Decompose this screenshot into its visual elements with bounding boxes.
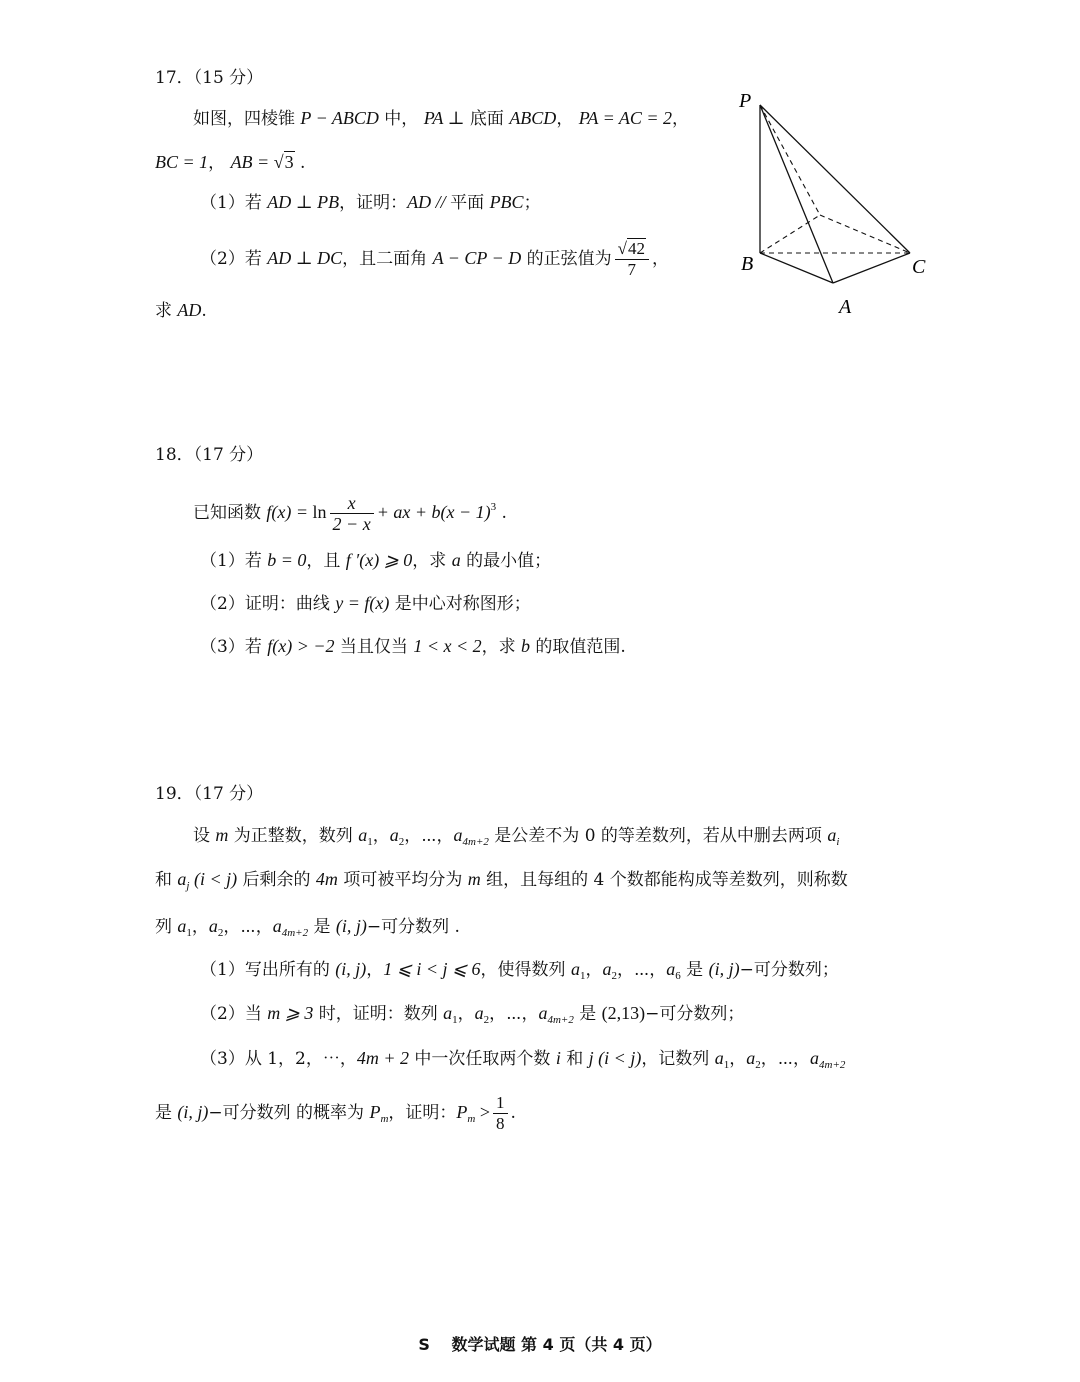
text: ， [651, 249, 669, 269]
radicand: 3 [284, 152, 294, 172]
text: 项可被平均分为 [337, 870, 468, 890]
text: 的最小值； [460, 551, 552, 571]
q17-part1 [200, 190, 541, 215]
text: 是 [308, 917, 336, 937]
q18-part3 [200, 634, 626, 659]
math: a [451, 550, 461, 570]
text: 求 [155, 301, 178, 321]
subscript: 2 [483, 1014, 490, 1026]
math: (i, j) [177, 1102, 209, 1122]
subscript: 6 [675, 970, 681, 982]
subscript: 2 [217, 927, 224, 939]
math: (i < j) [189, 869, 238, 889]
fraction [615, 239, 649, 280]
text: ， [585, 960, 603, 980]
subscript: 2 [398, 836, 405, 848]
math: b [521, 636, 531, 656]
math: m [467, 869, 481, 889]
text: ， [457, 1004, 475, 1024]
text: −可分数列 的概率为 [208, 1103, 370, 1123]
sqrt-symbol: √ [273, 152, 284, 172]
text: −可分数列； [739, 960, 839, 980]
subscript: i [836, 836, 840, 848]
math: + ax + b(x − 1) [376, 502, 491, 522]
math: a [177, 916, 187, 936]
math: AB = [230, 152, 274, 172]
math: BC = 1 [155, 152, 209, 172]
math: PA = AC = 2 [578, 108, 673, 128]
text: ，证明： [339, 193, 408, 213]
math: a [177, 869, 187, 889]
math: a [389, 825, 399, 845]
math: 4m + 2 [356, 1048, 410, 1068]
text: 设 [193, 826, 216, 846]
q18-header: 18．（17 分） [155, 445, 264, 465]
text: . [294, 153, 306, 173]
math: PBC [489, 192, 524, 212]
text: ，⋯， [404, 826, 454, 846]
label-P: P [739, 90, 752, 112]
text: （3）若 [200, 637, 268, 657]
fraction-denominator: 7 [627, 260, 637, 279]
math: m ⩾ 3 [267, 1003, 314, 1023]
text: ， [729, 1049, 747, 1069]
q18-part2 [200, 591, 531, 616]
subscript: 1 [452, 1014, 458, 1026]
math: a [443, 1003, 453, 1023]
text: （2）证明：曲线 [200, 594, 336, 614]
text: 中一次任取两个数 [409, 1049, 556, 1069]
text: ， [208, 153, 226, 173]
text: ； [523, 193, 541, 213]
text: 后剩余的 [237, 870, 316, 890]
page-footer: S 数学试题 第 4 页（共 4 页） [418, 1335, 662, 1354]
text: 列 [155, 917, 178, 937]
q19-part3 [200, 1046, 845, 1077]
text: ，求 [481, 637, 522, 657]
text: ， [191, 917, 209, 937]
q19-line1 [193, 823, 839, 854]
text: （3）从 1，2，⋯， [200, 1049, 357, 1069]
math: i [555, 1048, 561, 1068]
edge-PC [760, 105, 910, 253]
math: (i < j) [593, 1048, 642, 1068]
subscript: 4m+2 [819, 1059, 846, 1071]
q17-line1 [193, 106, 689, 131]
text: 是 [680, 960, 709, 980]
sqrt-symbol: √ [617, 239, 627, 258]
q19-part2 [200, 1001, 744, 1032]
q17-part2 [200, 236, 669, 281]
math: f(x) = [266, 502, 313, 522]
subscript: m [467, 1113, 476, 1125]
text: . [496, 503, 507, 523]
fraction [493, 1093, 508, 1134]
fraction-numerator [615, 239, 649, 260]
math: 1 < x < 2 [413, 636, 482, 656]
math: a [570, 959, 580, 979]
math: (i, j) [335, 916, 367, 936]
math: P [369, 1102, 381, 1122]
radicand: 42 [627, 239, 645, 258]
math: a [827, 825, 837, 845]
edge-PD [760, 105, 820, 215]
text: ，且二面角 [342, 249, 433, 269]
text: . [510, 1103, 516, 1123]
text: 已知函数 [193, 503, 267, 523]
text: 和 [155, 870, 178, 890]
math: 1 ⩽ i < j ⩽ 6 [383, 959, 481, 979]
math: a [538, 1003, 548, 1023]
fraction-numerator: 1 [493, 1093, 508, 1114]
text: ，⋯， [760, 1049, 811, 1069]
text: ，⋯， [223, 917, 273, 937]
math: PA ⊥ [423, 108, 465, 128]
text: 的取值范围. [530, 637, 626, 657]
text: 是 [573, 1004, 602, 1024]
math: AD // [407, 192, 451, 212]
math-ln: ln [312, 502, 327, 522]
text: 时，证明：数列 [313, 1004, 444, 1024]
math: a [453, 825, 463, 845]
text: ，使得数列 [480, 960, 571, 980]
q19-last [155, 1090, 516, 1141]
text: （1）若 [200, 551, 268, 571]
text: （2）当 [200, 1004, 268, 1024]
text: （1）写出所有的 [200, 960, 336, 980]
math: a [810, 1048, 820, 1068]
label-C: C [912, 256, 926, 278]
subscript: 2 [611, 970, 617, 982]
text: 是公差不为 0 的等差数列，若从中删去两项 [488, 826, 828, 846]
math: a [272, 916, 282, 936]
text: 当且仅当 [334, 637, 414, 657]
subscript: 2 [755, 1059, 761, 1071]
text: ，⋯， [616, 960, 667, 980]
label-B: B [741, 253, 754, 275]
math: AD ⊥ PB [267, 192, 340, 212]
subscript: 4m+2 [547, 1014, 574, 1026]
text: −可分数列； [645, 1004, 745, 1024]
text: （1）若 [200, 193, 268, 213]
superscript: 3 [490, 501, 497, 513]
subscript: m [380, 1113, 389, 1125]
text: ，记数列 [641, 1049, 715, 1069]
subscript: 1 [186, 927, 192, 939]
text: 是中心对称图形； [389, 594, 531, 614]
math: > [475, 1102, 491, 1122]
subscript: 4m+2 [462, 836, 489, 848]
edge-PA [760, 105, 833, 283]
q19-part1 [200, 957, 839, 988]
subscript: 4m+2 [281, 927, 309, 939]
math: y = f(x) [335, 593, 390, 613]
text: ， [672, 109, 690, 129]
q17-last [155, 298, 207, 323]
math: a [602, 959, 612, 979]
edge-AC [833, 253, 910, 283]
math: f ′(x) ⩾ 0 [345, 550, 413, 570]
math: AD [177, 300, 202, 320]
math: 4m [315, 869, 338, 889]
label-A: A [839, 296, 852, 318]
subscript: 1 [723, 1059, 730, 1071]
math: a [666, 959, 676, 979]
math: (2,13) [601, 1003, 646, 1023]
q17-header: 17．（15 分） [155, 68, 264, 88]
math: a [208, 916, 218, 936]
math: a [714, 1048, 724, 1068]
text: 组，且每组的 4 个数都能构成等差数列，则称数 [480, 870, 848, 890]
subscript: j [186, 880, 190, 892]
subscript: 1 [579, 970, 586, 982]
math: AD ⊥ DC [267, 248, 343, 268]
text: 中， [378, 109, 419, 129]
text: 是 [155, 1103, 178, 1123]
q18-part1 [200, 548, 551, 573]
text: ， [366, 960, 384, 980]
math: a [358, 825, 368, 845]
math: (i, j) [335, 959, 367, 979]
math: a [474, 1003, 484, 1023]
math: f(x) > −2 [267, 636, 335, 656]
math: b = 0 [267, 550, 307, 570]
text: （2）若 [200, 249, 268, 269]
edge-BD [760, 215, 820, 253]
math: A − CP − D [432, 248, 522, 268]
text: ，⋯， [489, 1004, 539, 1024]
q18-line1 [193, 485, 507, 535]
fraction-denominator: 2 − x [332, 514, 371, 534]
text: 的正弦值为 [521, 249, 612, 269]
q17-line2 [155, 150, 305, 175]
text: 为正整数，数列 [228, 826, 359, 846]
math: m [215, 825, 229, 845]
text: 平面 [450, 193, 490, 213]
pyramid-figure [735, 85, 945, 320]
math: ABCD [509, 108, 557, 128]
subscript: 1 [367, 836, 373, 848]
fraction [330, 493, 374, 534]
math: a [746, 1048, 756, 1068]
text: ， [372, 826, 390, 846]
text: 底面 [464, 109, 510, 129]
text: 和 [560, 1049, 589, 1069]
math: (i, j) [708, 959, 740, 979]
text: . [201, 301, 207, 321]
fraction-numerator: x [330, 493, 374, 514]
text: 如图，四棱锥 [193, 109, 295, 129]
text: ，证明： [388, 1103, 457, 1123]
math: P [456, 1102, 468, 1122]
q19-header: 19．（17 分） [155, 784, 264, 804]
fraction-denominator: 8 [496, 1114, 505, 1133]
text: −可分数列 . [366, 917, 460, 937]
text: ，求 [412, 551, 452, 571]
q19-line2 [155, 867, 848, 898]
text: ， [556, 109, 574, 129]
q19-line3 [155, 914, 460, 945]
text: ，且 [306, 551, 346, 571]
math: P − ABCD [300, 108, 379, 128]
math: j [588, 1048, 594, 1068]
edge-DC [820, 215, 910, 253]
